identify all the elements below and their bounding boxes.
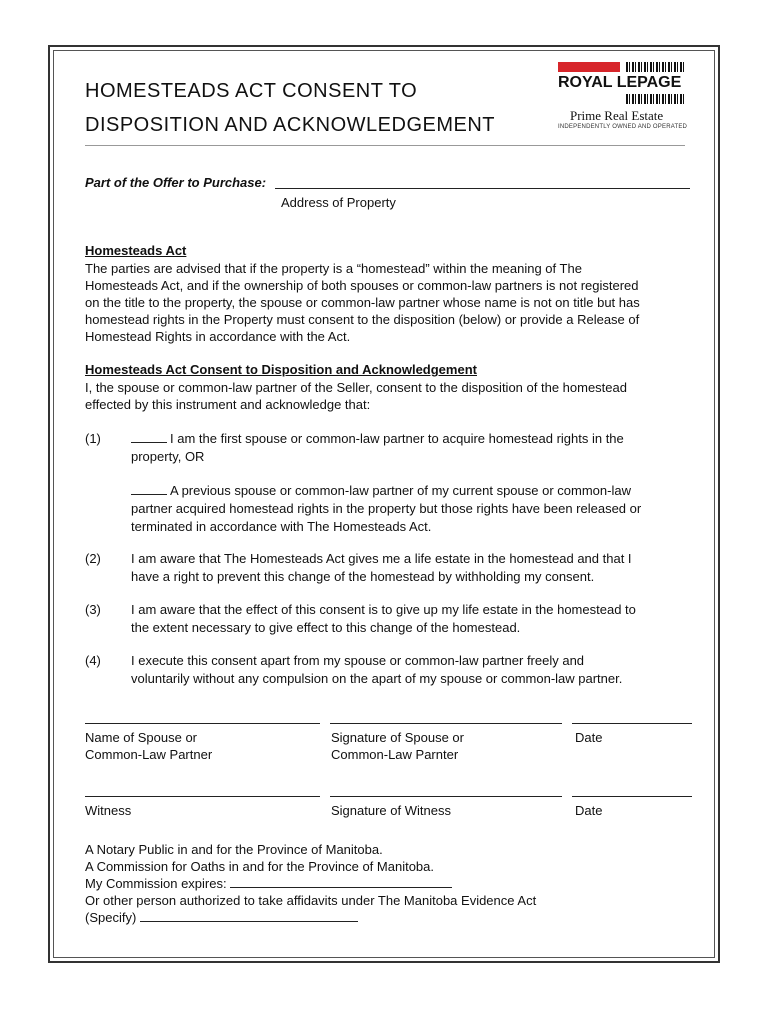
spouse-name-line[interactable]: [85, 723, 320, 724]
logo-tagline: INDEPENDENTLY OWNED AND OPERATED: [558, 124, 688, 130]
item-1-option-a: [131, 430, 701, 466]
form-title-line1: HOMESTEADS ACT CONSENT TO: [85, 80, 418, 102]
consent-heading: Homesteads Act Consent to Disposition and Acknowledgement: [85, 362, 477, 377]
homesteads-act-heading: Homesteads Act: [85, 243, 187, 258]
logo-barcode-top: [626, 62, 686, 72]
option-a-checkline[interactable]: [131, 431, 167, 443]
paragraph-line: effected by this instrument and acknowledge that:: [85, 397, 371, 412]
notary-line: A Commission for Oaths in and for the Province of Manitoba.: [85, 859, 435, 874]
title-divider: [85, 145, 685, 146]
logo-office-name: Prime Real Estate: [570, 108, 664, 123]
paragraph-line: Homestead Rights in accordance with the Act.: [85, 329, 351, 344]
paragraph-line: on the title to the property, the spouse or common-law partner whose name is not on title but has: [85, 295, 640, 310]
paragraph-line: I, the spouse or common-law partner of the Seller, consent to the disposition of the homestead: [85, 380, 627, 395]
notary-line: (Specify): [85, 910, 137, 925]
paragraph-line: Homesteads Act, and if the ownership of both spouses or common-law partners is not registered: [85, 278, 639, 293]
item-number: (4): [85, 653, 101, 668]
logo-barcode-bottom: [626, 94, 686, 104]
item-line: property, OR: [131, 449, 205, 464]
item-line: terminated in accordance with The Homesteads Act.: [131, 519, 432, 534]
notary-line: Or other person authorized to take affidavits under The Manitoba Evidence Act: [85, 893, 537, 908]
item-1-option-b: [131, 482, 701, 536]
logo-red-bar: [558, 62, 620, 72]
item-line: voluntarily without any compulsion on the apart of my spouse or common-law partner.: [131, 671, 623, 686]
logo-brand-text: ROYAL LEPAGE: [558, 74, 682, 91]
notary-line: My Commission expires:: [85, 876, 227, 891]
address-caption: Address of Property: [281, 195, 396, 210]
witness-signature-label: Signature of Witness: [331, 803, 451, 818]
homesteads-act-paragraph: [85, 260, 700, 345]
item-2: [131, 550, 701, 586]
consent-intro: [85, 379, 700, 413]
witness-label: Witness: [85, 803, 132, 818]
label-line: Signature of Spouse or: [331, 730, 464, 745]
spouse-signature-label: [331, 729, 464, 763]
address-input-line[interactable]: [275, 188, 690, 189]
label-line: Name of Spouse or: [85, 730, 198, 745]
label-line: Common-Law Parnter: [331, 747, 459, 762]
item-line: I execute this consent apart from my spouse or common-law partner freely and: [131, 653, 585, 668]
item-number: (3): [85, 602, 101, 617]
witness-name-line[interactable]: [85, 796, 320, 797]
option-b-checkline[interactable]: [131, 483, 167, 495]
item-3: [131, 601, 701, 637]
item-line: partner acquired homestead rights in the property but those rights have been released or: [131, 501, 642, 516]
item-number: (2): [85, 551, 101, 566]
date-line[interactable]: [572, 723, 692, 724]
item-line: the extent necessary to give effect to this change of the homestead.: [131, 620, 521, 635]
witness-signature-line[interactable]: [330, 796, 562, 797]
item-line: I am aware that the effect of this consent is to give up my life estate in the homestead to: [131, 602, 636, 617]
paragraph-line: The parties are advised that if the property is a “homestead” within the meaning of The: [85, 261, 582, 276]
date-label: Date: [575, 730, 603, 745]
specify-line[interactable]: [140, 910, 358, 922]
spouse-signature-line[interactable]: [330, 723, 562, 724]
item-number: (1): [85, 431, 101, 446]
witness-date-line[interactable]: [572, 796, 692, 797]
witness-date-label: Date: [575, 803, 603, 818]
notary-line: A Notary Public in and for the Province of Manitoba.: [85, 842, 383, 857]
commission-expiry-line[interactable]: [230, 876, 452, 888]
item-4: [131, 652, 701, 688]
spouse-name-label: [85, 729, 212, 763]
royal-lepage-logo: [558, 62, 686, 132]
item-line: A previous spouse or common-law partner of my current spouse or common-law: [170, 483, 631, 498]
notary-block: [85, 841, 700, 926]
form-title-line2: DISPOSITION AND ACKNOWLEDGEMENT: [85, 114, 496, 136]
label-line: Common-Law Partner: [85, 747, 213, 762]
paragraph-line: homestead rights in the Property must consent to the disposition (below) or provide a Release of: [85, 312, 640, 327]
item-line: I am the first spouse or common-law partner to acquire homestead rights in the: [170, 431, 624, 446]
offer-label: Part of the Offer to Purchase:: [85, 175, 267, 190]
item-line: have a right to prevent this change of the homestead by withholding my consent.: [131, 569, 595, 584]
item-line: I am aware that The Homesteads Act gives me a life estate in the homestead and that I: [131, 551, 632, 566]
